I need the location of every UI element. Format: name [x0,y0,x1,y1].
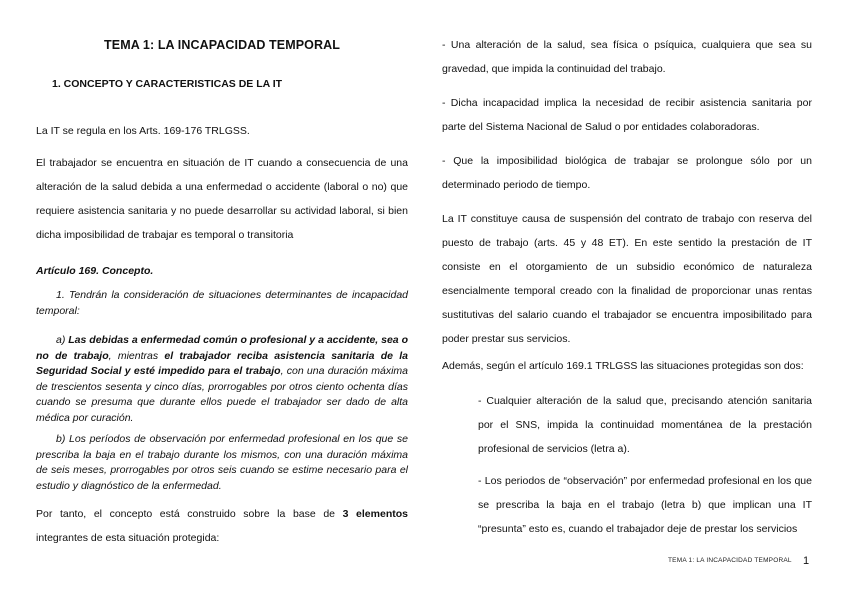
elements-text-start: Por tanto, el concepto está construido sobre la base de [36,508,343,520]
elements-bold: 3 elementos [342,508,408,520]
element-1: - Una alteración de la salud, sea física o psíquica, cualquiera que sea su gravedad, que impida la continuidad del trabajo. [442,39,812,75]
article-a-lead: a) [56,334,69,346]
situation-2: - Los periodos de “observación” por enfermedad profesional en los que se prescriba la baja en el trabajo (letra b) que implican una IT “presunta” esto es, cuando el trabajador deje de prestar los servicios [478,475,812,535]
element-3: - Que la imposibilidad biológica de trabajar se prolongue sólo por un determinado periodo de tiempo. [442,155,812,191]
article-paragraph-b: b) Los períodos de observación por enfermedad profesional en los que se prescriba la baja en el trabajo durante los mismos, con una duración máxima de seis meses, prorrogables por otros seis cuando se estime necesario para el estudio y diagnóstico de la enfermedad. [36,433,408,492]
paragraph-regulation: La IT se regula en los Arts. 169-176 TRLGSS. [36,125,250,137]
paragraph-definition: El trabajador se encuentra en situación de IT cuando a consecuencia de una alteración de la salud debida a una enfermedad o accidente (laboral o no) que requiere asistencia sanitaria y no puede desarrollar su actividad laboral, si bien dicha imposibilidad de trabajar es temporal o transitoria [36,157,408,241]
paragraph-suspension: La IT constituye causa de suspensión del contrato de trabajo con reserva del puesto de trabajo (arts. 45 y 48 ET). En este sentido la prestación de IT consiste en el otorgamiento de un subsidio económico de naturaleza esencialmente temporal creado con la finalidad de proporcionar unas rentas sustitutivas del salario cuando el trabajador se encuentra imposibilitado para poder prestar sus servicios. [442,213,812,345]
footer-text: TEMA 1: LA INCAPACIDAD TEMPORAL [668,557,792,564]
article-paragraph-a [36,333,408,426]
paragraph-elements [36,502,408,550]
paragraph-protected-situations: Además, según el artículo 169.1 TRLGSS las situaciones protegidas son dos: [442,360,804,372]
article-a-bold-1: Las debidas a enfermedad común o profesional y a accidente, sea o no de trabajo [36,334,408,362]
article-a-mid: , mientras [108,349,165,362]
page-number: 1 [803,555,810,567]
article-a-bold-2: el trabajador reciba asistencia sanitaria de la Seguridad Social y esté impedido para el trabajo [36,349,408,377]
situation-1: - Cualquier alteración de la salud que, precisando atención sanitaria por el SNS, impida la continuidad momentánea de la prestación profesional de servicios (letra a). [478,395,812,455]
element-2: - Dicha incapacidad implica la necesidad de recibir asistencia sanitaria por parte del Sistema Nacional de Salud o por entidades colaboradoras. [442,97,812,133]
article-a-rest: , con una duración máxima de trescientos sesenta y cinco días, prorrogables por otros ciento ochenta días cuando se presuma que durante ellos puede el trabajador ser dado de alta médica por curación. [36,365,408,424]
section-heading: 1. CONCEPTO Y CARACTERISTICAS DE LA IT [52,78,283,90]
article-title: Artículo 169. Concepto. [36,265,154,277]
document-title: TEMA 1: LA INCAPACIDAD TEMPORAL [104,38,340,52]
article-paragraph-1: 1. Tendrán la consideración de situaciones determinantes de incapacidad temporal: [36,289,408,317]
elements-text-end: integrantes de esta situación protegida: [36,532,220,544]
